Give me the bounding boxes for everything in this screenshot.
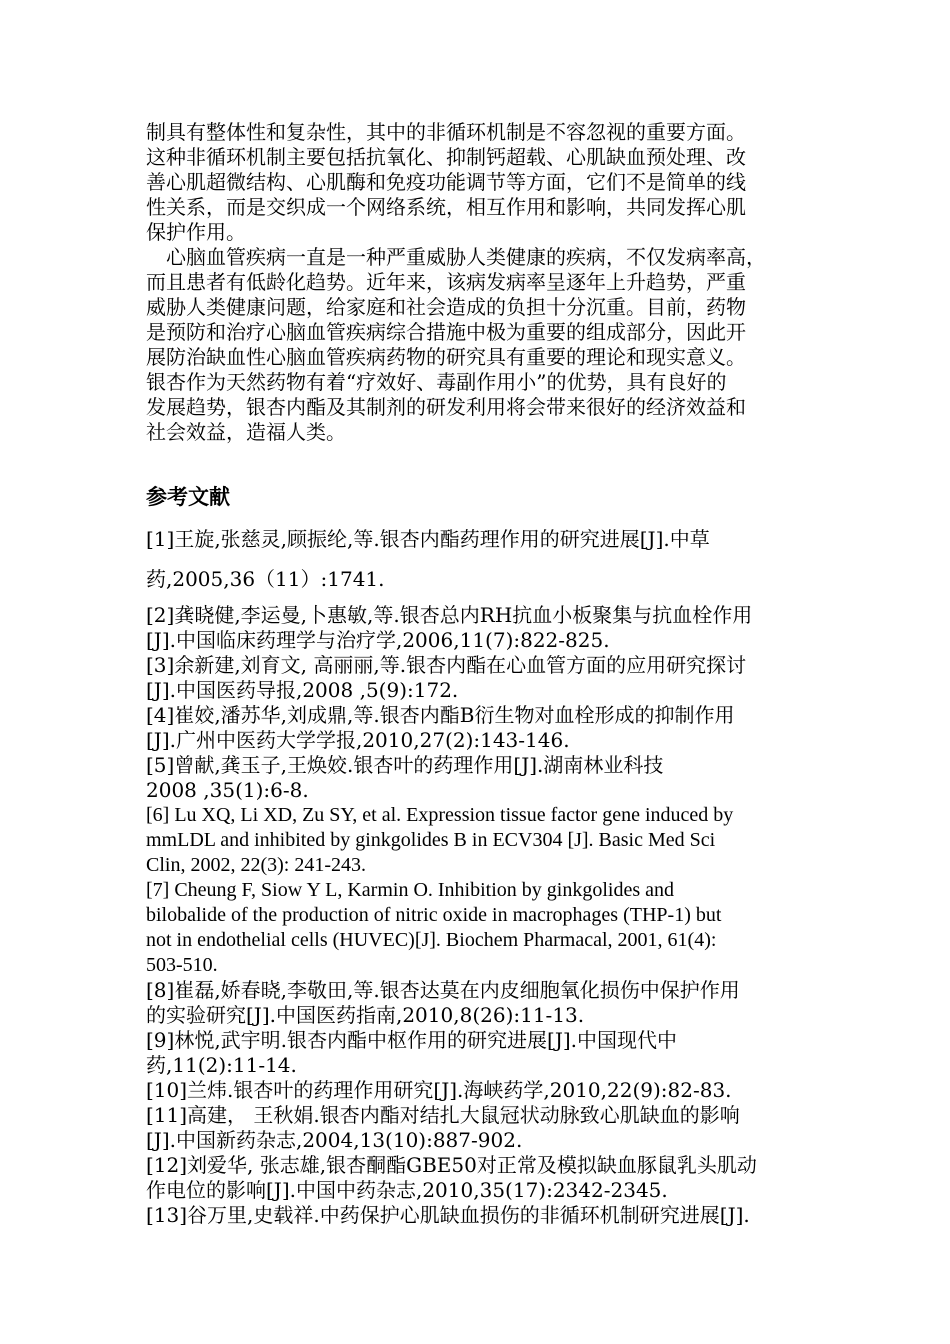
text-line: 善心肌超微结构、心肌酶和免疫功能调节等方面，它们不是简单的线 [146,170,746,194]
reference-line: [J].中国医药导报,2008 ,5(9):172. [146,678,459,702]
reference-item [146,1203,836,1228]
reference-item [146,803,836,878]
text-line: 心脑血管疾病一直是一种严重威胁人类健康的疾病，不仅发病率高， [166,245,766,269]
reference-item [146,519,836,599]
reference-item [146,603,836,653]
reference-line: [4]崔姣,潘苏华,刘成鼎,等.银杏内酯B衍生物对血栓形成的抑制作用 [146,703,735,727]
reference-line: [10]兰炜.银杏叶的药理作用研究[J].海峡药学,2010,22(9):82-83. [146,1078,732,1102]
text-line: 性关系，而是交织成一个网络系统，相互作用和影响，共同发挥心肌 [146,195,746,219]
body-paragraph-2 [146,245,836,445]
reference-line: 药,2005,36（11）:1741. [146,567,385,591]
reference-line: [9]林悦,武宇明.银杏内酯中枢作用的研究进展[J].中国现代中 [146,1028,678,1052]
reference-line: [1]王旋,张慈灵,顾振纶,等.银杏内酯药理作用的研究进展[J].中草 [146,527,710,551]
reference-item [146,978,836,1028]
reference-line: not in endothelial cells (HUVEC)[J]. Biochem Pharmacal, 2001, 61(4): [146,929,717,951]
reference-line: Clin, 2002, 22(3): 241-243. [146,854,366,876]
reference-item [146,1028,836,1078]
reference-item [146,1103,836,1153]
reference-line: [13]谷万里,史载祥.中药保护心肌缺血损伤的非循环机制研究进展[J]. [146,1203,750,1227]
reference-line: 药,11(2):11-14. [146,1053,297,1077]
reference-line: mmLDL and inhibited by ginkgolides B in ECV304 [J]. Basic Med Sci [146,829,716,851]
reference-line: [12]刘爱华, 张志雄,银杏酮酯GBE50对正常及模拟缺血豚鼠乳头肌动 [146,1153,757,1177]
reference-line: [7] Cheung F, Siow Y L, Karmin O. Inhibition by ginkgolides and [146,879,674,901]
reference-item [146,1078,836,1103]
reference-line: 作电位的影响[J].中国中药杂志,2010,35(17):2342-2345. [146,1178,668,1202]
reference-line: 的实验研究[J].中国医药指南,2010,8(26):11-13. [146,1003,585,1027]
reference-line: [J].广州中医药大学学报,2010,27(2):143-146. [146,728,570,752]
reference-line: [2]龚晓健,李运曼,卜惠敏,等.银杏总内RH抗血小板聚集与抗血栓作用 [146,603,753,627]
reference-line: 503-510. [146,954,218,976]
text-line: 是预防和治疗心脑血管疾病综合措施中极为重要的组成部分，因此开 [146,320,746,344]
reference-line: bilobalide of the production of nitric oxide in macrophages (THP-1) but [146,904,722,926]
text-line: 发展趋势，银杏内酯及其制剂的研发利用将会带来很好的经济效益和 [146,395,746,419]
text-line: 展防治缺血性心脑血管疾病药物的研究具有重要的理论和现实意义。 [146,345,746,369]
text-line: 威胁人类健康问题，给家庭和社会造成的负担十分沉重。目前，药物 [146,295,746,319]
reference-line: 2008 ,35(1):6-8. [146,778,309,802]
text-line: 保护作用。 [146,220,246,244]
reference-line: [11]高建， 王秋娟.银杏内酯对结扎大鼠冠状动脉致心肌缺血的影响 [146,1103,740,1127]
text-line: 银杏作为天然药物有着“疗效好、毒副作用小”的优势，具有良好的 [146,370,727,394]
reference-item [146,753,836,803]
reference-line: [J].中国临床药理学与治疗学,2006,11(7):822-825. [146,628,610,652]
text-line: 社会效益，造福人类。 [146,420,346,444]
reference-item [146,653,836,703]
reference-line: [8]崔磊,娇春晓,李敬田,等.银杏达莫在内皮细胞氧化损伤中保护作用 [146,978,740,1002]
reference-item [146,878,836,978]
reference-line: [3]余新建,刘育文, 高丽丽,等.银杏内酯在心血管方面的应用研究探讨 [146,653,747,677]
text-line: 这种非循环机制主要包括抗氧化、抑制钙超载、心肌缺血预处理、改 [146,145,746,169]
document-page [146,120,836,1228]
reference-line: [6] Lu XQ, Li XD, Zu SY, et al. Expression tissue factor gene induced by [146,804,734,826]
references-heading: 参考文献 [146,485,230,509]
reference-line: [5]曾献,龚玉子,王焕姣.银杏叶的药理作用[J].湖南林业科技 [146,753,664,777]
reference-list [146,603,836,1228]
body-paragraph-1 [146,120,836,245]
text-line: 而且患者有低龄化趋势。近年来，该病发病率呈逐年上升趋势，严重 [146,270,746,294]
reference-line: [J].中国新药杂志,2004,13(10):887-902. [146,1128,523,1152]
reference-item [146,703,836,753]
text-line: 制具有整体性和复杂性，其中的非循环机制是不容忽视的重要方面。 [146,120,746,144]
reference-item [146,1153,836,1203]
